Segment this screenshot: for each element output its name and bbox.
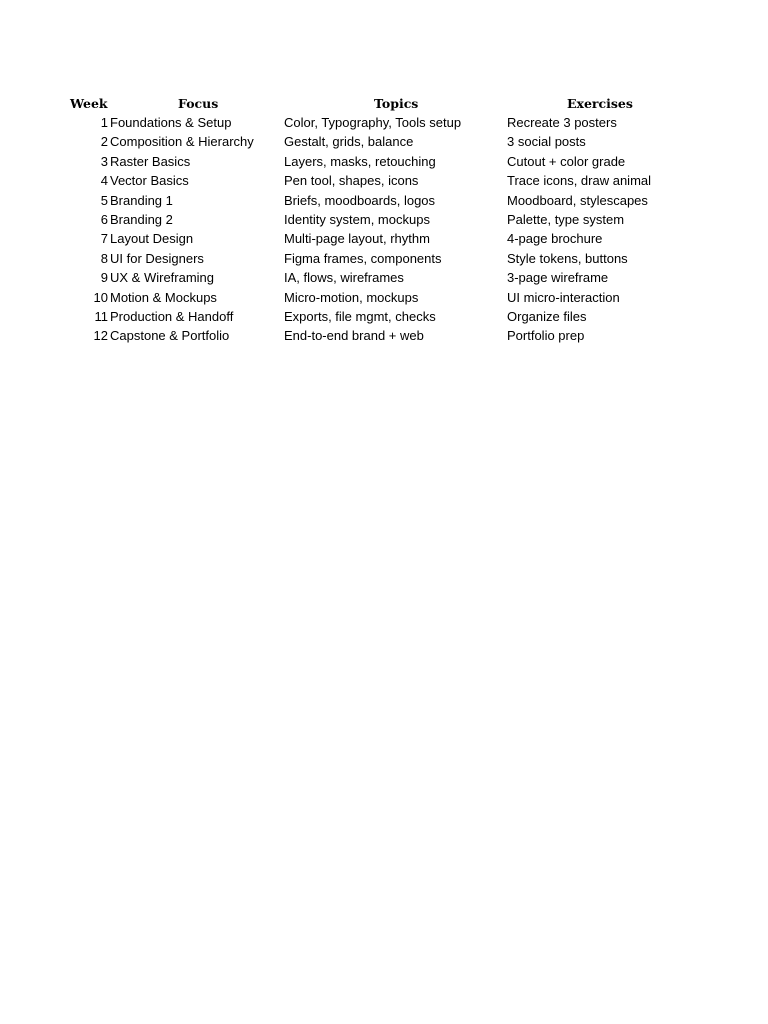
header-topics: Topics <box>374 96 419 111</box>
focus-cell: Motion & Mockups <box>110 289 217 305</box>
topics-cell: Color, Typography, Tools setup <box>284 115 462 130</box>
week-cell: 3 <box>100 153 108 169</box>
topics-cell: Layers, masks, retouching <box>284 153 436 169</box>
week-cell: 1 <box>100 115 108 130</box>
exercises-cell: UI micro-interaction <box>507 289 620 305</box>
topics-cell: Multi‑page layout, rhythm <box>284 231 430 247</box>
exercises-cell: Organize files <box>507 308 587 324</box>
week-cell: 5 <box>100 192 108 208</box>
table-row <box>70 249 690 268</box>
week-cell: 4 <box>100 173 108 189</box>
week-cell: 10 <box>93 289 108 305</box>
focus-cell: Vector Basics <box>110 173 189 189</box>
exercises-cell: 3-page wireframe <box>507 270 609 286</box>
exercises-cell: Cutout + color grade <box>507 153 626 169</box>
header-week: Week <box>70 96 108 111</box>
topics-cell: Identity system, mockups <box>284 211 430 227</box>
focus-cell: Layout Design <box>110 231 194 247</box>
week-cell: 12 <box>93 328 108 344</box>
focus-cell: UX & Wireframing <box>110 270 215 286</box>
focus-cell: Raster Basics <box>110 153 191 169</box>
curriculum-table <box>70 94 690 346</box>
exercises-cell: Trace icons, draw animal <box>507 173 652 189</box>
exercises-cell: 4-page brochure <box>507 231 603 247</box>
table-header-row <box>70 94 690 113</box>
focus-cell: Production & Handoff <box>110 308 234 324</box>
topics-cell: IA, flows, wireframes <box>284 270 404 286</box>
week-cell: 8 <box>100 250 108 266</box>
topics-cell: Micro-motion, mockups <box>284 289 419 305</box>
week-cell: 6 <box>100 211 108 227</box>
table-row <box>70 171 690 190</box>
topics-cell: End-to-end brand + web <box>284 328 424 344</box>
table-row <box>70 229 690 248</box>
exercises-cell: 3 social posts <box>507 134 586 150</box>
week-cell: 7 <box>100 231 108 247</box>
exercises-cell: Portfolio prep <box>507 328 585 344</box>
week-cell: 2 <box>100 134 108 150</box>
focus-cell: Branding 1 <box>110 192 173 208</box>
focus-cell: Branding 2 <box>110 211 173 227</box>
focus-cell: Capstone & Portfolio <box>110 328 230 344</box>
focus-cell: UI for Designers <box>110 250 204 266</box>
topics-cell: Briefs, moodboards, logos <box>284 192 436 208</box>
table-row <box>70 288 690 307</box>
table-row <box>70 307 690 326</box>
week-cell: 9 <box>100 270 108 286</box>
topics-cell: Gestalt, grids, balance <box>284 134 414 150</box>
table-row <box>70 191 690 210</box>
focus-cell: Composition & Hierarchy <box>110 134 254 150</box>
exercises-cell: Style tokens, buttons <box>507 250 628 266</box>
week-cell: 11 <box>94 308 108 324</box>
exercises-cell: Moodboard, stylescapes <box>507 192 648 208</box>
topics-cell: Exports, file mgmt, checks <box>284 308 436 324</box>
header-focus: Focus <box>178 96 219 111</box>
topics-cell: Pen tool, shapes, icons <box>284 173 419 189</box>
header-exercises: Exercises <box>567 96 633 111</box>
table-row <box>70 132 690 151</box>
topics-cell: Figma frames, components <box>284 250 442 266</box>
exercises-cell: Palette, type system <box>507 211 625 227</box>
table-row <box>70 268 690 287</box>
focus-cell: Foundations & Setup <box>110 115 232 130</box>
exercises-cell: Recreate 3 posters <box>507 115 617 130</box>
table-row <box>70 326 690 345</box>
table-row <box>70 210 690 229</box>
table-row <box>70 152 690 171</box>
table-row <box>70 113 690 132</box>
